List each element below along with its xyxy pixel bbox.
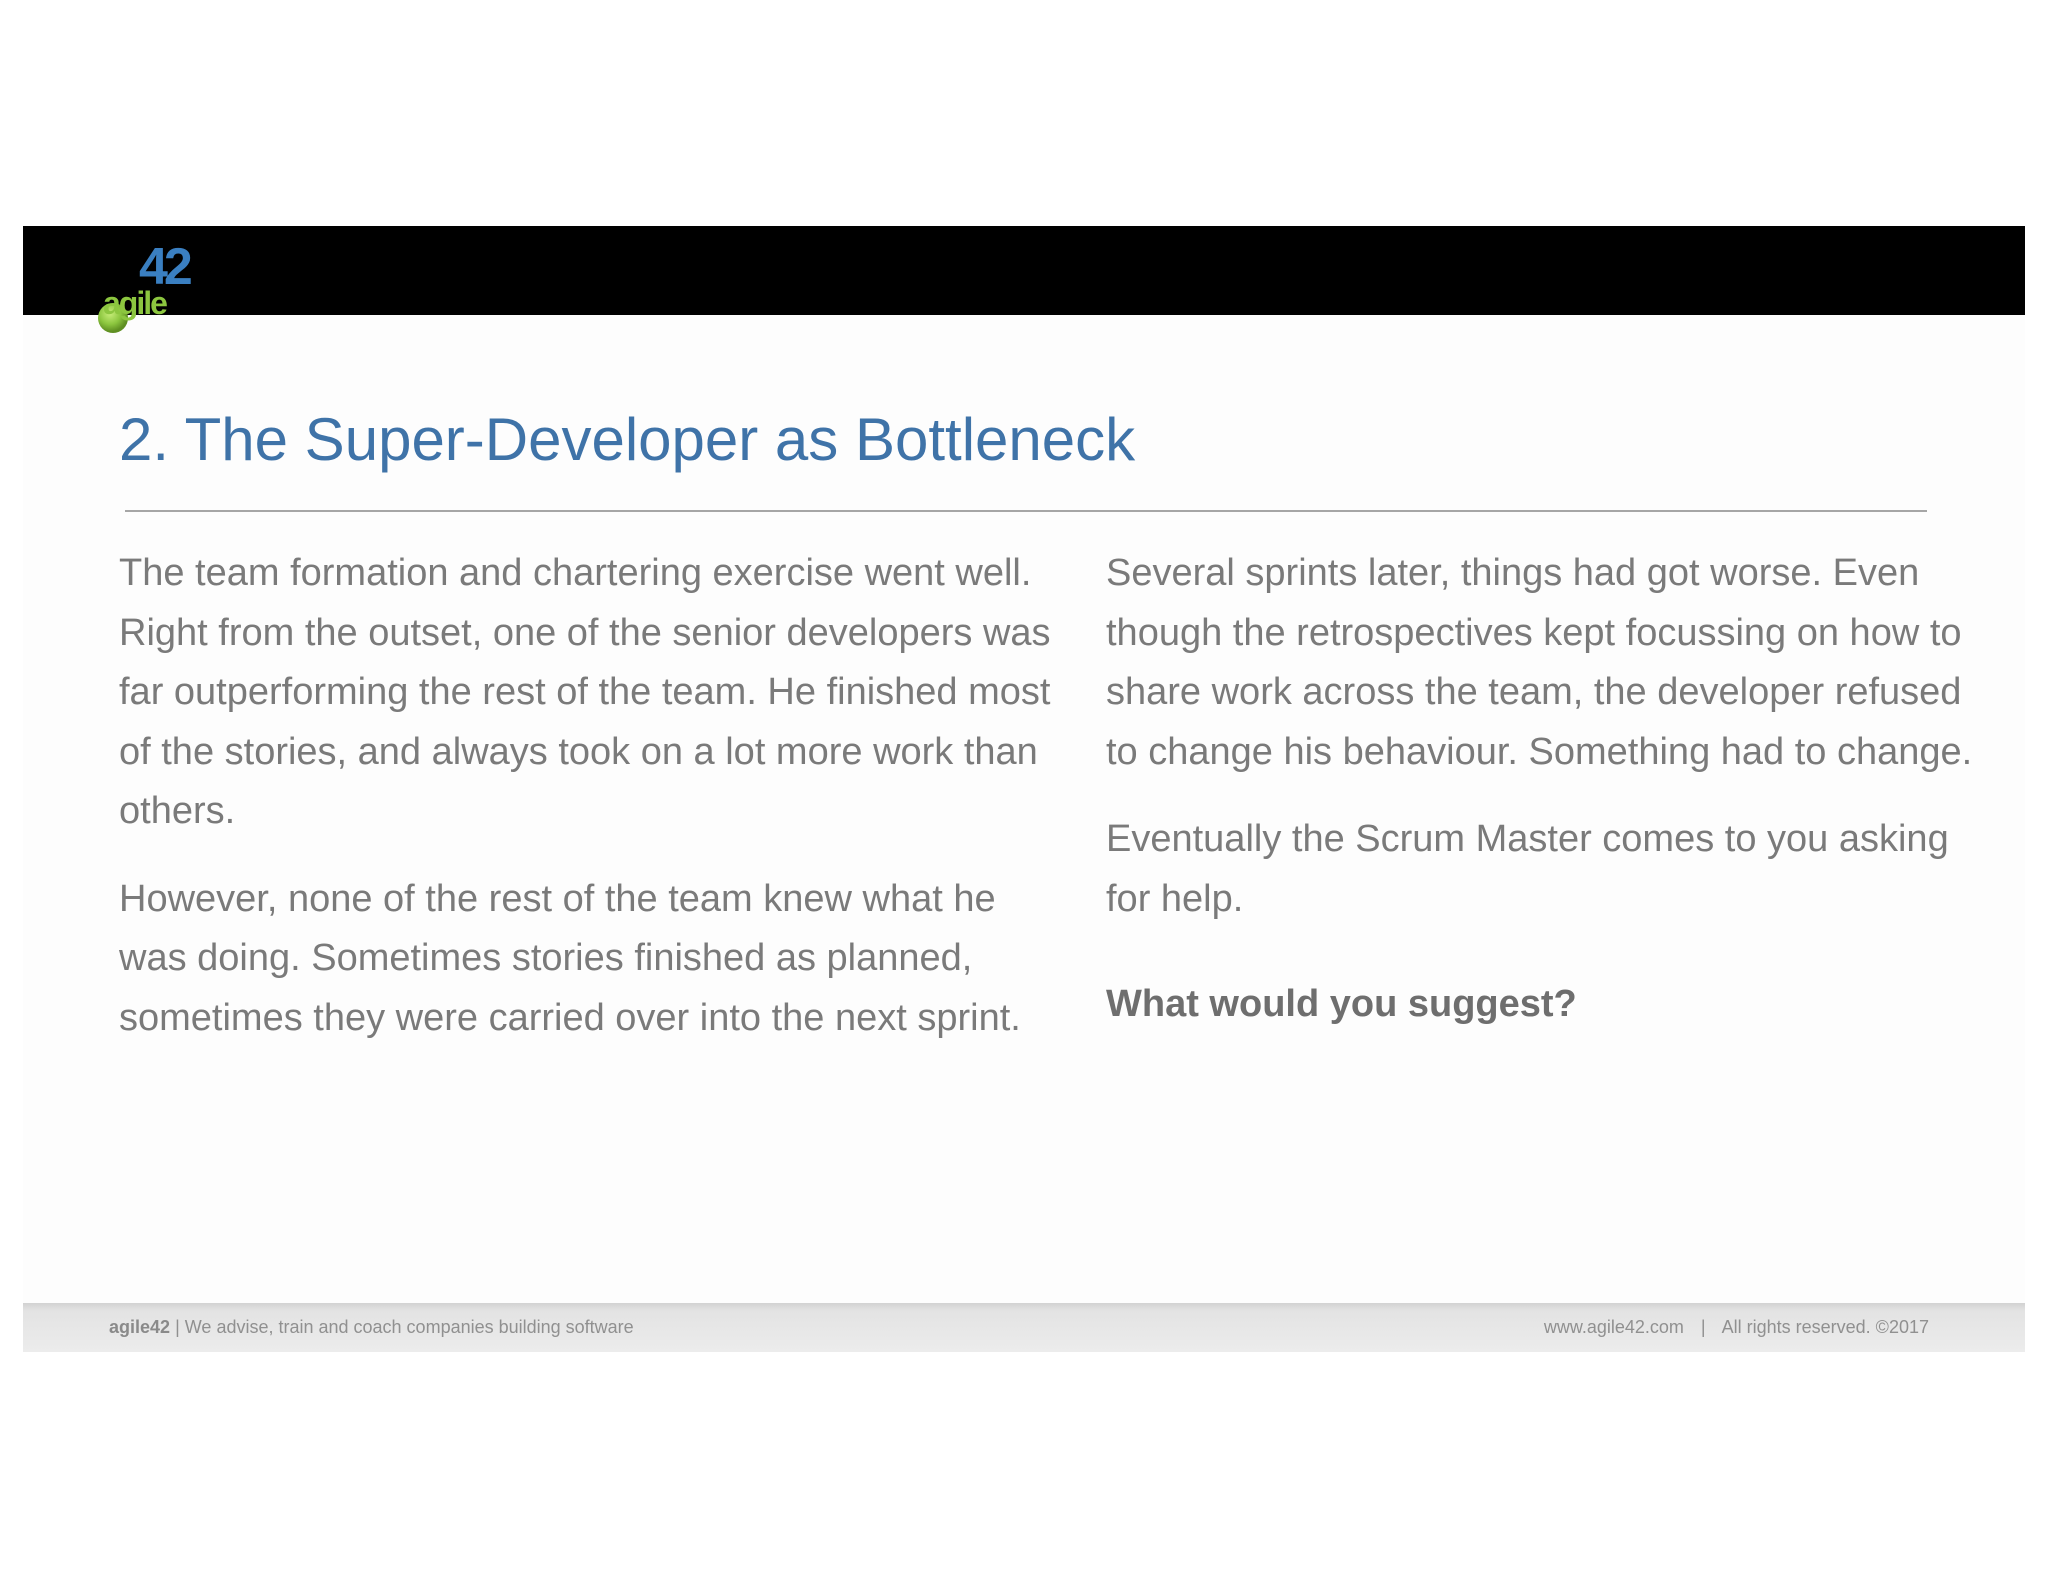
svg-text:42: 42 <box>139 238 189 296</box>
right-paragraph-1: Several sprints later, things had got worse. Even though the retrospectives kept focussing on how to share work across the team, the developer refused to change his behaviour. Something had to change. <box>1106 552 1973 773</box>
footer-brand: agile42 <box>109 1317 171 1337</box>
left-paragraph-2: However, none of the rest of the team knew what he was doing. Sometimes stories finished as planned, sometimes they were carried over into the next sprint. <box>119 877 1021 1039</box>
footer-rights: All rights reserved. ©2017 <box>1721 1317 1929 1337</box>
footer-tagline: We advise, train and coach companies building software <box>184 1317 634 1337</box>
right-column <box>1106 544 1986 1063</box>
svg-text:agile: agile <box>103 285 166 321</box>
agile42-logo <box>97 236 227 336</box>
footer-right <box>1544 1317 1929 1338</box>
slide <box>23 226 2025 1352</box>
footer-separator: | <box>175 1317 180 1337</box>
header-bar <box>23 226 2025 315</box>
footer-separator-right: | <box>1700 1317 1706 1337</box>
question-prompt: What would you suggest? <box>1106 983 1577 1025</box>
left-paragraph-1: The team formation and chartering exercise went well. Right from the outset, one of the senior developers was far outperforming the rest of the team. He finished most of the stories, and always took on a lot more work than others. <box>119 552 1051 832</box>
footer-website: www.agile42.com <box>1543 1317 1684 1337</box>
right-paragraph-2: Eventually the Scrum Master comes to you asking for help. <box>1106 818 1949 920</box>
slide-title: 2. The Super-Developer as Bottleneck <box>119 406 1136 473</box>
left-column <box>119 544 1069 1076</box>
footer-bar <box>23 1303 2025 1352</box>
footer-left <box>109 1317 634 1338</box>
title-divider <box>125 510 1927 512</box>
